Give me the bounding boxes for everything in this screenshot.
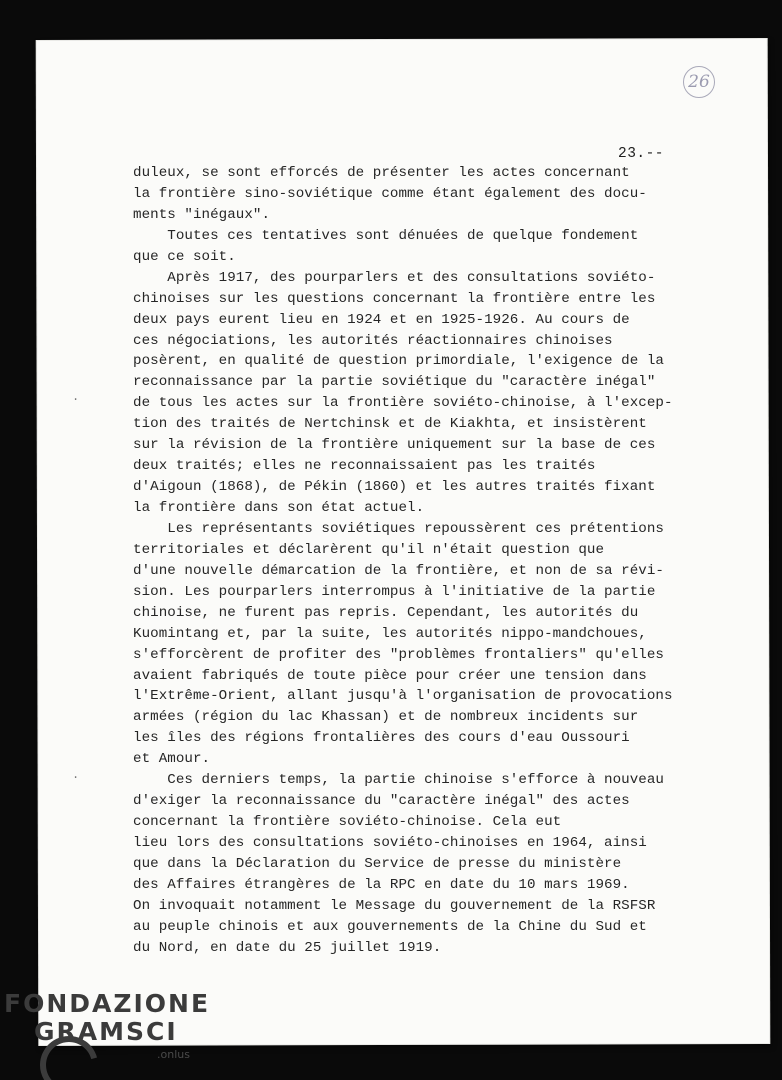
fondazione-gramsci-watermark-logo <box>4 989 211 1061</box>
text-line: concernant la frontière soviéto-chinoise. Cela eut <box>133 814 562 831</box>
text-line: avaient fabriqués de toute pièce pour créer une tension dans <box>133 667 647 684</box>
text-line: ces négociations, les autorités réactionnaires chinoises <box>133 332 613 349</box>
text-line: s'efforcèrent de profiter des "problèmes frontaliers" qu'elles <box>133 646 664 663</box>
watermark-suffix: .onlus <box>157 1048 190 1061</box>
text-line: d'exiger la reconnaissance du "caractère inégal" des actes <box>133 793 630 810</box>
text-line: territoriales et déclarèrent qu'il n'était question que <box>133 541 605 558</box>
text-line: chinoise, ne furent pas repris. Cependant, les autorités du <box>133 604 639 621</box>
text-line: Après 1917, des pourparlers et des consultations soviéto- <box>133 269 656 286</box>
text-line: que dans la Déclaration du Service de presse du ministère <box>133 855 622 872</box>
text-line: lieu lors des consultations soviéto-chinoises en 1964, ainsi <box>133 835 647 851</box>
text-line: la frontière dans son état actuel. <box>133 500 425 516</box>
text-line: deux pays eurent lieu en 1924 et en 1925-1926. Au cours de <box>133 311 630 328</box>
text-line: la frontière sino-soviétique comme étant également des docu- <box>133 185 647 202</box>
text-line: que ce soit. <box>133 248 236 265</box>
text-line: sur la révision de la frontière uniquement sur la base de ces <box>133 437 656 454</box>
text-line: tion des traités de Nertchinsk et de Kiakhta, et insistèrent <box>133 416 647 433</box>
text-line: l'Extrême-Orient, allant jusqu'à l'organisation de provocations <box>133 688 673 705</box>
text-line: chinoises sur les questions concernant la frontière entre les <box>133 290 656 307</box>
text-line: d'Aigoun (1868), de Pékin (1860) et les autres traités fixant <box>133 479 656 496</box>
text-line: Kuomintang et, par la suite, les autorités nippo-mandchoues, <box>133 625 647 642</box>
text-line: reconnaissance par la partie soviétique du "caractère inégal" <box>133 374 656 391</box>
text-line: sion. Les pourparlers interrompus à l'initiative de la partie <box>133 583 656 600</box>
text-line: ments "inégaux". <box>133 206 271 223</box>
text-line: Toutes ces tentatives sont dénuées de quelque fondement <box>133 227 639 244</box>
margin-dot-mark: . <box>72 768 80 782</box>
text-line: posèrent, en qualité de question primordiale, l'exigence de la <box>133 353 664 370</box>
text-line: du Nord, en date du 25 juillet 1919. <box>133 939 442 956</box>
text-line: Les représentants soviétiques repoussèrent ces prétentions <box>133 520 664 537</box>
text-line: les îles des régions frontalières des cours d'eau Oussouri <box>133 730 630 747</box>
text-line: des Affaires étrangères de la RPC en date du 10 mars 1969. <box>133 876 630 893</box>
text-line: et Amour. <box>133 751 211 768</box>
archive-page-number-stamp: 26 <box>683 66 715 98</box>
page-number: 23.-- <box>618 146 665 162</box>
text-line: armées (région du lac Khassan) et de nombreux incidents sur <box>133 709 639 726</box>
text-line: deux traités; elles ne reconnaissaient pas les traités <box>133 458 596 475</box>
text-line: d'une nouvelle démarcation de la frontière, et non de sa révi- <box>133 562 664 579</box>
typed-text-body <box>133 163 713 959</box>
watermark-line-2: GRAMSCI <box>34 1017 178 1046</box>
margin-dot-mark: . <box>72 390 80 404</box>
watermark-line-1: FONDAZIONE <box>4 989 211 1018</box>
text-line: au peuple chinois et aux gouvernements de la Chine du Sud et <box>133 918 647 935</box>
text-line: Ces derniers temps, la partie chinoise s'efforce à nouveau <box>133 772 664 789</box>
text-line: On invoquait notamment le Message du gouvernement de la RSFSR <box>133 897 656 914</box>
text-line: duleux, se sont efforcés de présenter les actes concernant <box>133 165 630 181</box>
text-line: de tous les actes sur la frontière soviéto-chinoise, à l'excep- <box>133 395 673 412</box>
